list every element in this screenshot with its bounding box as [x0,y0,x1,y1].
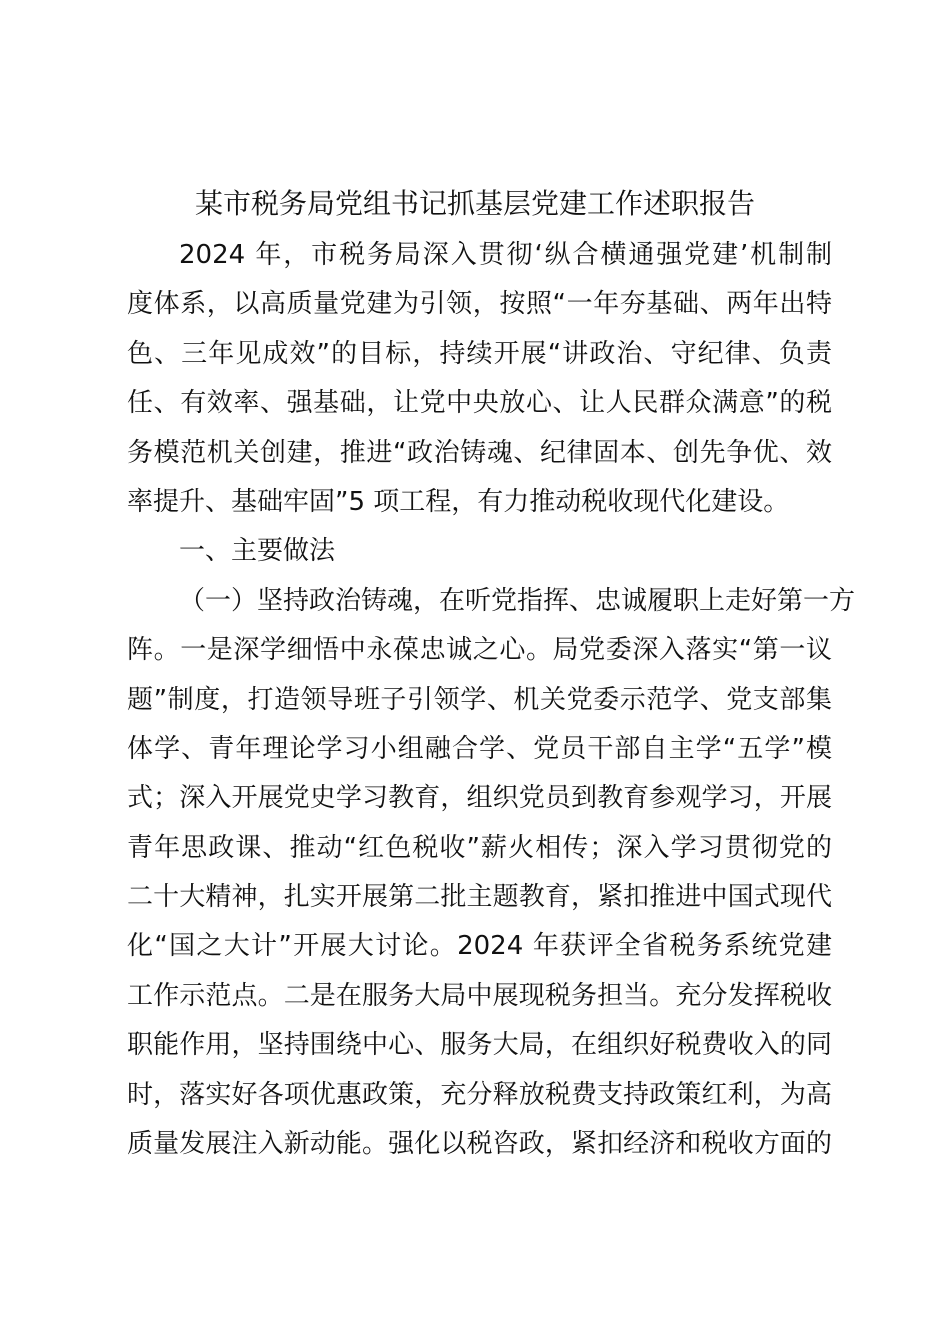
paragraph-line: 体学、青年理论学习小组融合学、党员干部自主学“五学”模 [127,733,832,764]
paragraph-line: 率提升、基础牢固”5 项工程，有力推动税收现代化建设。 [127,486,790,517]
paragraph-line: 化“国之大计”开展大讨论。2024 年获评全省税务系统党建 [127,931,832,962]
paragraph-line: （一）坚持政治铸魂，在听党指挥、忠诚履职上走好第一方 [179,585,856,616]
document-body [127,231,856,1169]
section-heading: 一、主要做法 [179,536,336,567]
paragraph-line: 青年思政课、推动“红色税收”薪火相传；深入学习贯彻党的 [127,832,832,863]
paragraph-line: 度体系，以高质量党建为引领，按照“一年夯基础、两年出特 [127,289,832,320]
paragraph-line: 任、有效率、强基础，让党中央放心、让人民群众满意”的税 [127,388,832,419]
paragraph-line: 质量发展注入新动能。强化以税咨政，紧扣经济和税收方面的 [127,1129,832,1160]
paragraph-line: 阵。一是深学细悟中永葆忠诚之心。局党委深入落实“第一议 [127,635,832,666]
paragraph-line: 题”制度，打造领导班子引领学、机关党委示范学、党支部集 [127,684,832,715]
paragraph-line: 二十大精神，扎实开展第二批主题教育，紧扣推进中国式现代 [127,882,832,913]
paragraph-line: 工作示范点。二是在服务大局中展现税务担当。充分发挥税收 [127,980,832,1011]
paragraph-line: 2024 年，市税务局深入贯彻‘纵合横通强党建’机制制 [179,240,832,270]
document-title: 某市税务局党组书记抓基层党建工作述职报告 [194,187,755,220]
paragraph-line: 式；深入开展党史学习教育，组织党员到教育参观学习，开展 [127,783,832,814]
paragraph-line: 职能作用，坚持围绕中心、服务大局，在组织好税费收入的同 [127,1030,832,1061]
paragraph-line: 时，落实好各项优惠政策，充分释放税费支持政策红利，为高 [127,1079,832,1110]
paragraph-line: 色、三年见成效”的目标，持续开展“讲政治、守纪律、负责 [127,338,832,369]
paragraph-line: 务模范机关创建，推进“政治铸魂、纪律固本、创先争优、效 [127,437,832,468]
